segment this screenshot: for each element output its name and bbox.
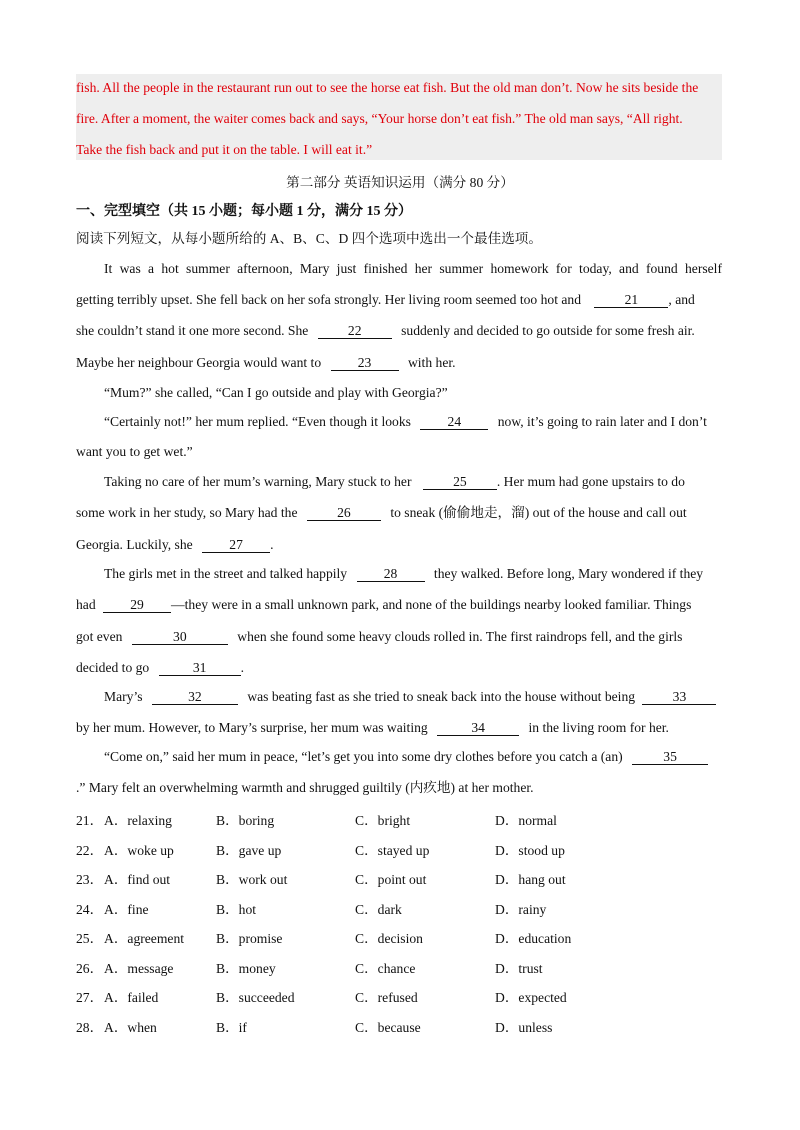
section-title: 第二部分 英语知识运用（满分 80 分） — [286, 175, 514, 190]
highlight-line-1: fish. All the people in the restaurant run out to see the horse eat fish. But the old man don’t. Now he sits beside the — [76, 80, 699, 95]
blank-33[interactable]: 33 — [642, 690, 716, 705]
passage-text: had — [76, 597, 96, 612]
question-number: 25． — [76, 931, 104, 946]
options-row-27 — [76, 986, 776, 1004]
passage-line — [104, 748, 708, 766]
option-b[interactable]: B．work out — [216, 872, 288, 887]
passage-text: —they were in a small unknown park, and none of the buildings nearby looked familiar. Things — [171, 597, 692, 612]
option-b[interactable]: B．hot — [216, 902, 257, 917]
passage-line — [104, 565, 703, 583]
blank-31[interactable]: 31 — [159, 661, 241, 676]
passage-text: when she found some heavy clouds rolled in. The first raindrops fell, and the girls — [237, 629, 683, 644]
passage-line — [76, 291, 695, 309]
blank-28[interactable]: 28 — [357, 567, 425, 582]
passage-line — [104, 413, 707, 431]
option-c[interactable]: C．refused — [355, 990, 418, 1005]
question-number: 22． — [76, 843, 104, 858]
instruction-text: 阅读下列短文，从每小题所给的 A、B、C、D 四个选项中选出一个最佳选项。 — [76, 231, 542, 246]
blank-35[interactable]: 35 — [632, 750, 708, 765]
passage-text: some work in her study, so Mary had the — [76, 505, 298, 520]
option-b[interactable]: B．succeeded — [216, 990, 295, 1005]
passage-text: got even — [76, 629, 123, 644]
passage-line: want you to get wet.” — [76, 444, 193, 459]
passage-line — [76, 322, 695, 340]
blank-25[interactable]: 25 — [423, 475, 497, 490]
passage-text: decided to go — [76, 660, 150, 675]
passage-line — [76, 596, 691, 614]
passage-text: Taking no care of her mum’s warning, Mary stuck to her — [104, 474, 412, 489]
option-b[interactable]: B．promise — [216, 931, 283, 946]
options-row-23 — [76, 868, 776, 886]
question-number: 23． — [76, 872, 104, 887]
blank-29[interactable]: 29 — [103, 598, 171, 613]
passage-line: It was a hot summer afternoon, Mary just finished her summer homework for today, and found herself — [104, 261, 722, 276]
question-number: 24． — [76, 902, 104, 917]
passage-line — [76, 659, 244, 677]
option-c[interactable]: C．decision — [355, 931, 423, 946]
option-c[interactable]: C．point out — [355, 872, 427, 887]
passage-text: to sneak (偷偷地走，溜) out of the house and call out — [390, 505, 687, 520]
option-b[interactable]: B．if — [216, 1020, 247, 1035]
option-d[interactable]: D．normal — [495, 813, 557, 828]
blank-23[interactable]: 23 — [331, 356, 399, 371]
option-c[interactable]: C．chance — [355, 961, 416, 976]
option-a[interactable]: A．message — [104, 961, 174, 976]
option-d[interactable]: D．unless — [495, 1020, 553, 1035]
passage-text: she couldn’t stand it one more second. She — [76, 323, 309, 338]
option-d[interactable]: D．hang out — [495, 872, 566, 887]
passage-text: Georgia. Luckily, she — [76, 537, 193, 552]
option-a[interactable]: A．agreement — [104, 931, 185, 946]
passage-text: Mary’s — [104, 689, 143, 704]
passage-text: . — [270, 537, 274, 552]
passage-text: getting terribly upset. She fell back on her sofa strongly. Her living room seemed too hot and — [76, 292, 581, 307]
option-b[interactable]: B．boring — [216, 813, 275, 828]
blank-24[interactable]: 24 — [420, 415, 488, 430]
option-b[interactable]: B．money — [216, 961, 276, 976]
option-c[interactable]: C．stayed up — [355, 843, 430, 858]
option-a[interactable]: A．woke up — [104, 843, 174, 858]
blank-21[interactable]: 21 — [594, 293, 668, 308]
blank-32[interactable]: 32 — [152, 690, 238, 705]
passage-text: , and — [668, 292, 695, 307]
passage-line: .” Mary felt an overwhelming warmth and shrugged guiltily (内疚地) at her mother. — [76, 780, 534, 795]
highlight-line-3: Take the fish back and put it on the table. I will eat it.” — [76, 142, 373, 157]
passage-line: “Mum?” she called, “Can I go outside and play with Georgia?” — [104, 385, 448, 400]
passage-line — [76, 719, 669, 737]
option-c[interactable]: C．because — [355, 1020, 421, 1035]
passage-text: suddenly and decided to go outside for some fresh air. — [401, 323, 695, 338]
options-row-24 — [76, 898, 776, 916]
option-d[interactable]: D．trust — [495, 961, 543, 976]
option-c[interactable]: C．dark — [355, 902, 402, 917]
option-a[interactable]: A．when — [104, 1020, 157, 1035]
blank-34[interactable]: 34 — [437, 721, 519, 736]
passage-line — [104, 688, 716, 706]
passage-text: The girls met in the street and talked happily — [104, 566, 348, 581]
blank-22[interactable]: 22 — [318, 324, 392, 339]
passage-text: they walked. Before long, Mary wondered if they — [433, 566, 704, 581]
question-number: 27． — [76, 990, 104, 1005]
question-number: 26． — [76, 961, 104, 976]
option-d[interactable]: D．expected — [495, 990, 567, 1005]
option-a[interactable]: A．fine — [104, 902, 149, 917]
question-number: 21． — [76, 813, 104, 828]
option-a[interactable]: A．failed — [104, 990, 159, 1005]
passage-text: now, it’s going to rain later and I don’t — [497, 414, 707, 429]
passage-text: by her mum. However, to Mary’s surprise, her mum was waiting — [76, 720, 428, 735]
option-d[interactable]: D．education — [495, 931, 572, 946]
passage-text: “Come on,” said her mum in peace, “let’s get you into some dry clothes before you catch a (an) — [104, 749, 623, 764]
highlight-line-2: fire. After a moment, the waiter comes back and says, “Your horse don’t eat fish.” The old man says, “All right. — [76, 111, 683, 126]
option-b[interactable]: B．gave up — [216, 843, 282, 858]
option-a[interactable]: A．relaxing — [104, 813, 172, 828]
passage-line — [76, 354, 456, 372]
options-row-21 — [76, 809, 776, 827]
option-d[interactable]: D．stood up — [495, 843, 565, 858]
blank-27[interactable]: 27 — [202, 538, 270, 553]
passage-text: with her. — [407, 355, 456, 370]
option-a[interactable]: A．find out — [104, 872, 171, 887]
passage-line — [76, 628, 682, 646]
options-row-25 — [76, 927, 776, 945]
question-heading: 一、完型填空（共 15 小题；每小题 1 分，满分 15 分） — [76, 204, 412, 219]
options-row-22 — [76, 839, 776, 857]
blank-26[interactable]: 26 — [307, 506, 381, 521]
passage-text: was beating fast as she tried to sneak back into the house without being — [247, 689, 636, 704]
blank-30[interactable]: 30 — [132, 630, 228, 645]
options-row-26 — [76, 957, 776, 975]
question-number: 28． — [76, 1020, 104, 1035]
passage-line — [76, 504, 687, 522]
passage-text: . — [240, 660, 245, 675]
passage-text: in the living room for her. — [528, 720, 669, 735]
passage-line — [104, 473, 685, 491]
passage-text: “Certainly not!” her mum replied. “Even though it looks — [104, 414, 411, 429]
option-c[interactable]: C．bright — [355, 813, 411, 828]
option-d[interactable]: D．rainy — [495, 902, 547, 917]
passage-text: . Her mum had gone upstairs to do — [496, 474, 685, 489]
options-row-28 — [76, 1016, 776, 1034]
passage-line — [76, 536, 273, 554]
passage-text: Maybe her neighbour Georgia would want to — [76, 355, 322, 370]
